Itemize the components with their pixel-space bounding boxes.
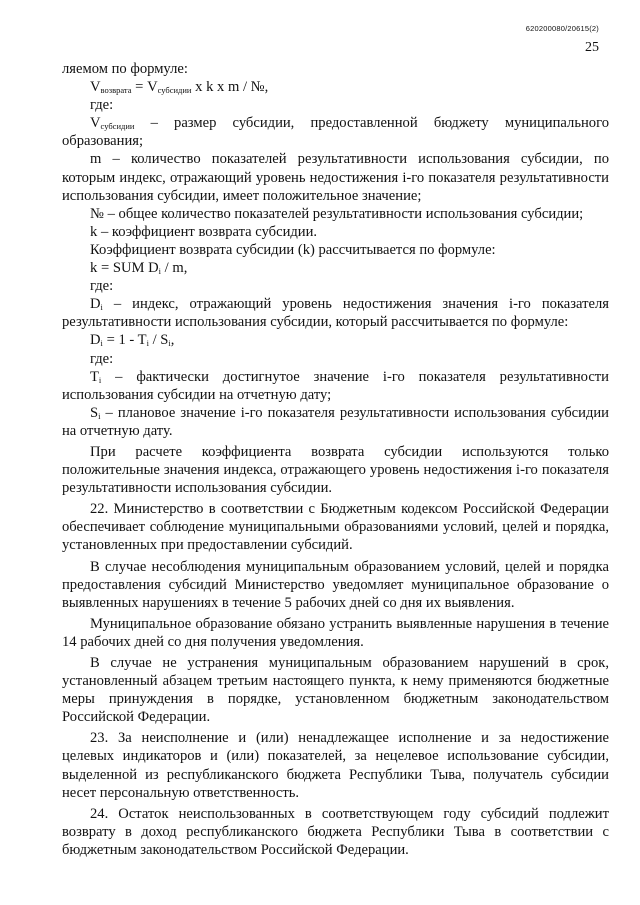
symbol-v: V <box>90 115 101 132</box>
document-body <box>62 60 609 859</box>
symbol-s-sub: i <box>98 410 101 421</box>
symbol-t-sub: i <box>98 374 102 385</box>
definition-text: – размер субсидии, предоставленной бюджету муниципального образования; <box>62 115 609 150</box>
formula-equals: = <box>131 79 148 96</box>
symbol-d-sub: i <box>100 302 103 313</box>
formula-k-right: / m, <box>161 260 188 277</box>
formula-k <box>62 259 609 277</box>
paragraph-t-definition <box>62 368 609 404</box>
formula-symbol-v: V <box>90 79 101 96</box>
formula-t-sub: i <box>146 338 149 349</box>
symbol-sub: субсидии <box>100 121 135 132</box>
paragraph-m-definition: m – количество показателей результативности использования субсидии, по которым индекс, отражающий уровень недостижения i-го показателя результативности использования субсидии, имеет положительное значение; <box>62 151 609 204</box>
paragraph-violation-notice: В случае несоблюдения муниципальным образованием условий, целей и порядка предоставления субсидий Министерство уведомляет муниципальное образование о выявленных нарушениях в течение 5 рабочих дней со дня их выявления. <box>62 558 609 611</box>
formula-k-left: k = SUM D <box>90 260 159 277</box>
formula-rest: x k x m / №, <box>191 79 269 96</box>
formula-k-sub: i <box>158 266 162 277</box>
paragraph-item-24: 24. Остаток неиспользованных в соответствующем году субсидий подлежит возврату в доход республиканского бюджета Республики Тыва в соответствии с бюджетным законодательством Российской Федерации. <box>62 805 609 858</box>
formula-s-part: / S <box>148 332 169 349</box>
paragraph-s-definition <box>62 404 609 440</box>
paragraph-d-definition <box>62 295 609 331</box>
definition-text: – фактически достигнутое значение i-го показателя результативности использования субсидии на отчетную дату; <box>62 368 609 403</box>
formula-sub-vozvrata: возврата <box>100 85 132 96</box>
formula-d-end: , <box>170 332 175 349</box>
formula-symbol-v2: V <box>147 79 158 96</box>
paragraph-positive-values: При расчете коэффициента возврата субсидии используются только положительные значения индекса, отражающего уровень недостижения i-го показателя результативности использования субсидии. <box>62 443 609 497</box>
paragraph-fix-deadline: Муниципальное образование обязано устранить выявленные нарушения в течение 14 рабочих дней со дня получения уведомления. <box>62 615 609 650</box>
formula-d-symbol: D <box>90 332 101 349</box>
formula-d <box>62 331 609 349</box>
paragraph-no-definition: № – общее количество показателей результативности использования субсидии; <box>90 205 584 222</box>
paragraph-formula-intro: ляемом по формуле: <box>62 61 188 77</box>
formula-d-part: = 1 - T <box>102 332 147 349</box>
paragraph-enforcement: В случае не устранения муниципальным образованием нарушений в срок, установленный абзацем третьим настоящего пункта, к нему применяются бюджетные меры принуждения в порядке, установленном бюджетным законодательством Российской Федерации. <box>62 655 609 726</box>
paragraph-where-2: где: <box>90 278 114 295</box>
paragraph-v-subsidy <box>62 114 609 150</box>
formula-return-volume <box>62 78 609 96</box>
definition-text: – плановое значение i-го показателя результативности использования субсидии на отчетную дату. <box>62 404 609 439</box>
paragraph-k-definition: k – коэффициент возврата субсидии. <box>90 223 318 240</box>
page-number: 25 <box>585 40 599 55</box>
paragraph-where: где: <box>90 97 114 114</box>
symbol-s: S <box>90 404 99 421</box>
symbol-d: D <box>90 296 101 313</box>
paragraph-where-3: где: <box>90 350 114 367</box>
paragraph-item-23: 23. За неисполнение и (или) ненадлежащее исполнение и за недостижение целевых индикаторов и (или) показателей, за нецелевое использование субсидии, выделенной из республиканского бюджета Республики Тыва, получатель субсидии несет персональную ответственность. <box>62 730 609 801</box>
paragraph-item-22: 22. Министерство в соответствии с Бюджетным кодексом Российской Федерации обеспечивает соблюдение муниципальными образованиями условий, целей и порядка, установленных при предоставлении субсидий. <box>62 501 609 554</box>
formula-d-sub: i <box>100 338 103 349</box>
document-code: 620200080/20615(2) <box>525 24 599 33</box>
symbol-t: T <box>90 368 99 385</box>
formula-s-sub: i <box>168 338 171 349</box>
paragraph-k-formula-intro: Коэффициент возврата субсидии (k) рассчитывается по формуле: <box>90 241 496 258</box>
definition-text: – индекс, отражающий уровень недостижения значения i-го показателя результативности использования субсидии, который рассчитывается по формуле: <box>62 296 609 331</box>
formula-sub-subsidii: субсидии <box>157 85 192 96</box>
